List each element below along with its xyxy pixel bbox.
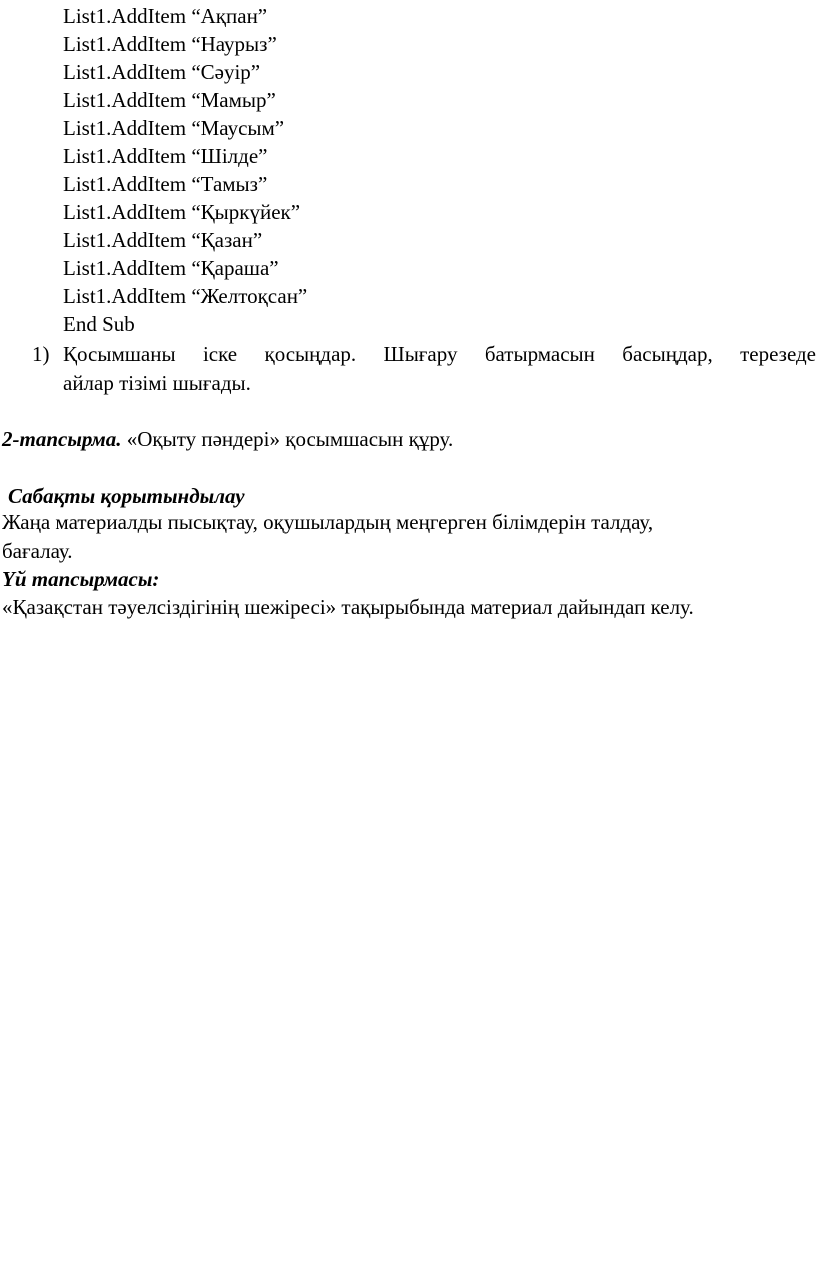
task-2-paragraph [2,425,453,454]
list-marker: 1) [32,342,50,366]
code-line: List1.AddItem “Мамыр” [63,88,276,112]
code-line: List1.AddItem “Қараша” [63,256,279,280]
code-line: List1.AddItem “Желтоқсан” [63,284,308,308]
summary-heading: Сабақты қорытындылау [8,484,245,508]
summary-text-line-2: бағалау. [2,539,73,563]
list-item-text-line-2: айлар тізімі шығады. [63,371,251,395]
code-line: List1.AddItem “Сәуір” [63,60,261,84]
code-line: List1.AddItem “Ақпан” [63,4,268,28]
summary-text-line-1: Жаңа материалды пысықтау, оқушылардың меңгерген білімдерін талдау, [2,510,654,534]
homework-text: «Қазақстан тәуелсіздігінің шежіресі» тақырыбында материал дайындап келу. [2,595,694,619]
end-sub-line: End Sub [63,312,135,336]
code-line: List1.AddItem “Наурыз” [63,32,277,56]
task-2-text: «Оқыту пәндері» қосымшасын құру. [121,427,454,451]
list-item-text-line-1: Қосымшаны іске қосыңдар. Шығару батырмасын басыңдар, терезеде [63,342,816,366]
homework-heading: Үй тапсырмасы: [2,567,160,591]
code-line: List1.AddItem “Қазан” [63,228,263,252]
code-line: List1.AddItem “Қыркүйек” [63,200,301,224]
code-line: List1.AddItem “Шілде” [63,144,268,168]
code-line: List1.AddItem “Маусым” [63,116,285,140]
task-2-label: 2-тапсырма. [2,427,122,451]
code-line: List1.AddItem “Тамыз” [63,172,268,196]
